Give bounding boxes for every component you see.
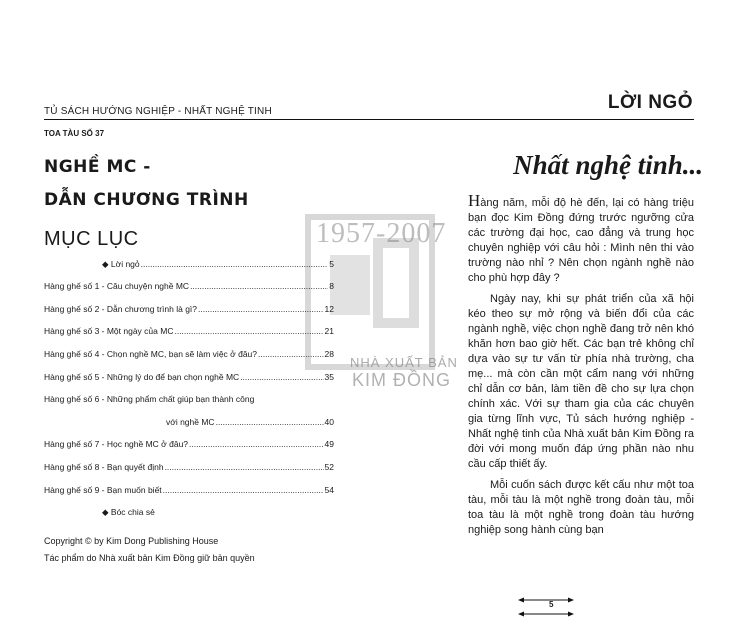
toc-item[interactable]: Hàng ghế số 7 - Học nghề MC ở đâu? ..... 49 <box>44 439 334 449</box>
copyright-line: Copyright © by Kim Dong Publishing House <box>44 536 219 546</box>
toc-item[interactable]: ◆ Bóc chia sẻ <box>102 507 155 517</box>
toc-item[interactable]: với nghề MC ..... 40 <box>166 417 334 427</box>
intro-paragraph: Hàng năm, mỗi độ hè đến, lại có hàng triệu bạn đọc Kim Đồng đứng trước ngưỡng cửa các trường đại học, cao đẳng và trung học chuyên nghiệp với câu hỏi : Mình nên thi vào trường nào nhỉ ? Nên chọn ngành nghề nào cho phù hợp đây ? <box>468 191 694 284</box>
toc-item[interactable]: Hàng ghế số 1 - Câu chuyện nghề MC ..... 8 <box>44 281 334 291</box>
page-number-ornament <box>516 596 576 618</box>
intro-paragraph: Ngày nay, khi sự phát triển của xã hội kéo theo sự mở rộng và biến đổi của các ngành nghề, việc chọn nghề đang trở nên khó khăn hơn bao giờ hết. Các bạn trẻ không chỉ dựa vào sự tư vấn từ phía nhà trường, cha mẹ... mà còn cần một cẩm nang với những chỉ dẫn cơ bản, làm tiền đề cho sự lựa chọn chính xác. Với sự tham gia của các chuyên gia từng lĩnh vực, Tủ sách hướng nghiệp - Nhất nghệ tinh của Nhà xuất bản Kim Đồng ra đời với mong muốn đáp ứng phần nào nhu cầu cấp thiết ấy. <box>468 293 694 470</box>
intro-title: LỜI NGỎ <box>607 92 693 113</box>
page-number: 5 <box>549 600 554 609</box>
toc-item[interactable]: ◆ Lời ngỏ ..... 5 <box>102 259 334 270</box>
book-title-line-1: NGHỀ MC - <box>44 157 151 177</box>
toc-heading: MỤC LỤC <box>44 228 139 250</box>
watermark-publisher-name: KIM ĐỒNG <box>352 370 452 390</box>
volume-label: TOA TÀU SỐ 37 <box>44 129 105 138</box>
dropcap-letter: H <box>468 191 481 210</box>
toc-item[interactable]: Hàng ghế số 5 - Những lý do để bạn chọn nghề MC ..... 35 <box>44 372 334 382</box>
book-title-line-2: DẪN CHƯƠNG TRÌNH <box>44 190 249 210</box>
series-title: TỦ SÁCH HƯỚNG NGHIỆP - NHẤT NGHỆ TINH <box>44 106 272 117</box>
intro-body <box>468 193 694 544</box>
toc-item[interactable]: Hàng ghế số 9 - Bạn muốn biết ..... 54 <box>44 485 334 495</box>
copyright-note: Tác phẩm do Nhà xuất bản Kim Đồng giữ bản quyền <box>44 553 255 563</box>
toc-item[interactable]: Hàng ghế số 3 - Một ngày của MC ..... 21 <box>44 326 334 336</box>
toc-item[interactable]: Hàng ghế số 2 - Dẫn chương trình là gì? ..... 12 <box>44 304 334 314</box>
watermark-years: 1957-2007 <box>316 218 447 249</box>
intro-subtitle: Nhất nghệ tinh... <box>513 150 703 180</box>
toc-item[interactable]: Hàng ghế số 4 - Chọn nghề MC, bạn sẽ làm việc ở đâu? ..... 28 <box>44 349 334 359</box>
toc-item[interactable]: Hàng ghế số 6 - Những phẩm chất giúp bạn thành công <box>44 394 255 404</box>
watermark-publisher: NHÀ XUẤT BẢN <box>350 355 458 370</box>
toc-item[interactable]: Hàng ghế số 8 - Bạn quyết định ..... 52 <box>44 462 334 472</box>
intro-paragraph: Mỗi cuốn sách được kết cấu như một toa tàu, mỗi tàu là một nghề trong đoàn tàu, mỗi toa tàu là một nghề trong đoàn tàu hướng nghiệp song hành cùng bạn <box>468 479 694 536</box>
header-divider <box>44 119 694 120</box>
